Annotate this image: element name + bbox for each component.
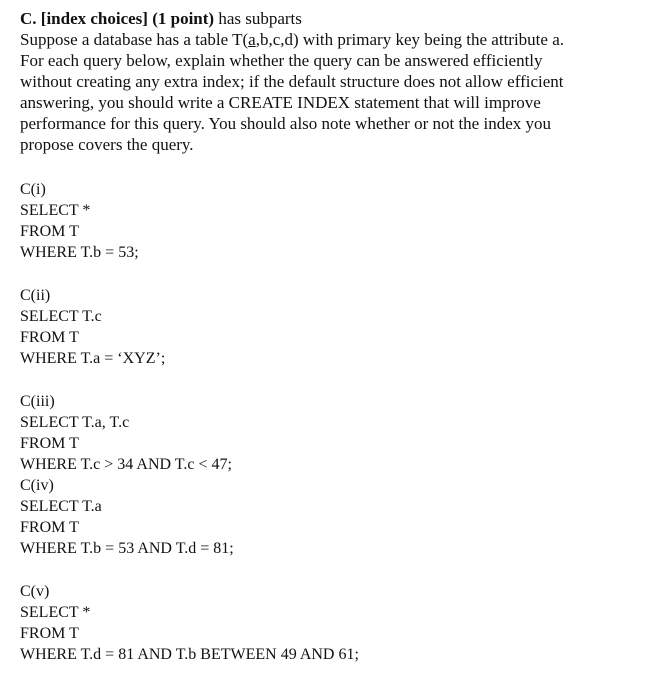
query-block-c-ii <box>20 285 660 369</box>
instruction-line-2: For each query below, explain whether the query can be answered efficiently <box>20 51 543 70</box>
question-subparts-note: has subparts <box>214 9 302 28</box>
query-select: SELECT T.c <box>20 308 102 325</box>
query-label: C(v) <box>20 583 50 600</box>
question-document <box>20 8 660 665</box>
query-label: C(iv) <box>20 477 54 494</box>
instruction-line-6: propose covers the query. <box>20 135 194 154</box>
query-block-c-iv <box>20 475 660 559</box>
query-select: SELECT T.a <box>20 498 102 515</box>
instruction-line-1 <box>20 29 660 50</box>
query-from: FROM T <box>20 625 79 642</box>
question-instructions <box>20 29 660 155</box>
instruction-line-1-end: ,b,c,d) with primary key being the attribute a. <box>255 30 564 49</box>
query-block-c-v <box>20 581 660 665</box>
query-where: WHERE T.c > 34 AND T.c < 47; <box>20 456 232 473</box>
query-label: C(i) <box>20 181 46 198</box>
query-select: SELECT T.a, T.c <box>20 414 130 431</box>
query-from: FROM T <box>20 519 79 536</box>
query-from: FROM T <box>20 329 79 346</box>
query-label: C(ii) <box>20 287 51 304</box>
query-from: FROM T <box>20 435 79 452</box>
question-heading <box>20 8 660 29</box>
query-where: WHERE T.b = 53; <box>20 244 139 261</box>
query-where: WHERE T.b = 53 AND T.d = 81; <box>20 540 234 557</box>
query-label: C(iii) <box>20 393 55 410</box>
query-block-c-iii <box>20 391 660 475</box>
query-where: WHERE T.d = 81 AND T.b BETWEEN 49 AND 61; <box>20 646 359 663</box>
question-title: C. [index choices] (1 point) <box>20 9 215 28</box>
instruction-line-1-start: Suppose a database has a table T( <box>20 30 249 49</box>
query-select: SELECT * <box>20 202 91 219</box>
instruction-line-5: performance for this query. You should also note whether or not the index you <box>20 114 551 133</box>
instruction-line-3: without creating any extra index; if the default structure does not allow efficient <box>20 72 564 91</box>
query-from: FROM T <box>20 223 79 240</box>
query-select: SELECT * <box>20 604 91 621</box>
query-block-c-i <box>20 179 660 263</box>
query-where: WHERE T.a = ‘XYZ’; <box>20 350 166 367</box>
primary-key-attribute: a <box>248 30 256 49</box>
instruction-line-4: answering, you should write a CREATE INDEX statement that will improve <box>20 93 541 112</box>
